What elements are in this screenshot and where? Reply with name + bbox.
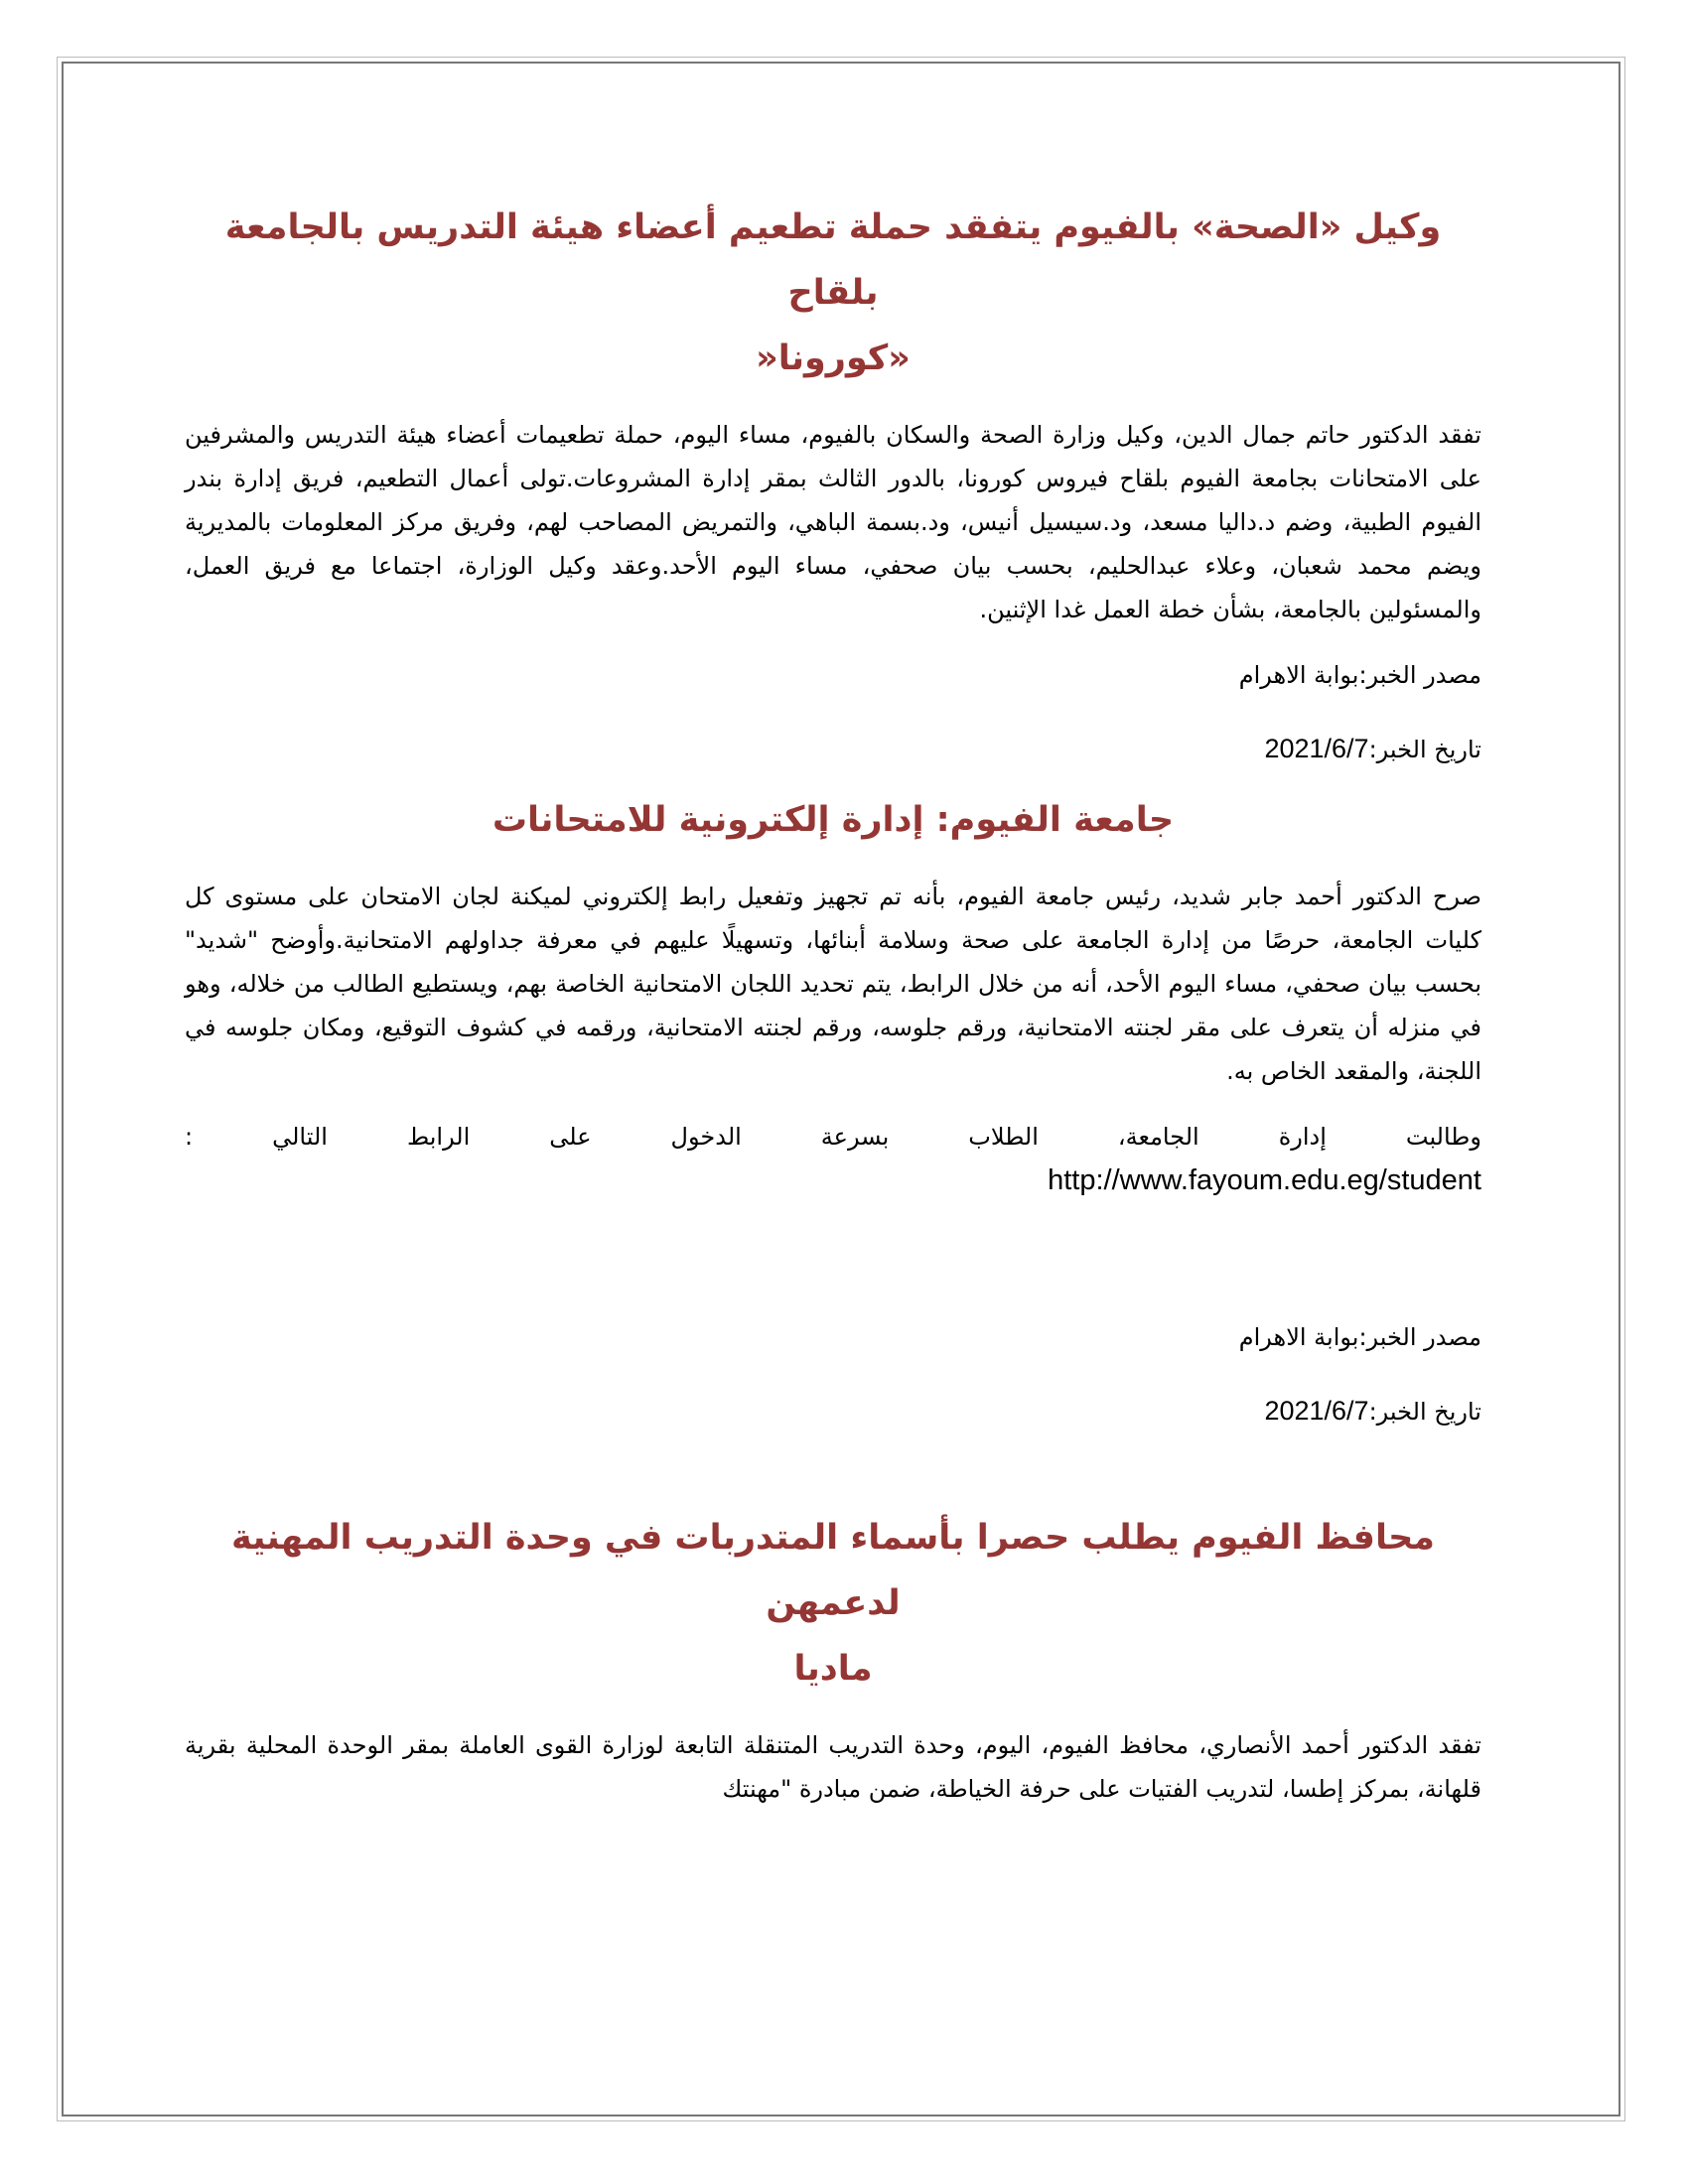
article-body: صرح الدكتور أحمد جابر شديد، رئيس جامعة الفيوم، بأنه تم تجهيز وتفعيل رابط إلكتروني لميكنة لجان الامتحان على مستوى كل كليات الجامعة، حرصًا من إدارة الجامعة على صحة وسلامة أبنائها، وتسهيلًا عليهم في معرفة جداولهم الامتحانية.وأوضح "شديد" بحسب بيان صحفي، مساء اليوم الأحد، أنه من خلال الرابط، يتم تحديد اللجان الامتحانية الخاصة بهم، ويستطيع الطالب من خلاله، وهو في منزله أن يتعرف على مقر لجنته الامتحانية، ورقم جلوسه، ورقم لجنته الامتحانية، ورقمه في كشوف التوقيع، ومكان جلوسه في اللجنة، والمقعد الخاص به. (185, 883, 1481, 1085)
link-word: الطلاب (968, 1123, 1039, 1151)
link-word: وطالبت (1405, 1123, 1481, 1151)
article-headline (185, 195, 1481, 391)
source-label: مصدر الخبر: (1358, 661, 1481, 689)
source-label: مصدر الخبر: (1358, 1323, 1481, 1351)
link-sentence (185, 1115, 1481, 1159)
headline-line-2: ماديا (793, 1649, 873, 1689)
article-body: تفقد الدكتور حاتم جمال الدين، وكيل وزارة الصحة والسكان بالفيوم، مساء اليوم، حملة تطعيمات أعضاء هيئة التدريس والمشرفين على الامتحانات بجامعة الفيوم بلقاح فيروس كورونا، بالدور الثالث بمقر إدارة المشروعات.تولى أعمال التطعيم، فريق إدارة بندر الفيوم الطبية، وضم د.داليا مسعد، ود.سيسيل أنيس، ود.بسمة الباهي، والتمريض المصاحب لهم، وفريق مركز المعلومات بالمديرية ويضم محمد شعبان، وعلاء عبدالحليم، بحسب بيان صحفي، مساء اليوم الأحد.وعقد وكيل الوزارة، اجتماعا مع فريق العمل، والمسئولين بالجامعة، بشأن خطة العمل غدا الإثنين. (185, 421, 1481, 623)
news-source (185, 1319, 1481, 1355)
date-value: 2021/6/7 (1264, 734, 1369, 763)
article-headline: جامعة الفيوم: إدارة إلكترونية للامتحانات (492, 800, 1175, 840)
student-portal-link[interactable]: http://www.fayoum.edu.eg/student (1048, 1164, 1481, 1196)
date-value: 2021/6/7 (1264, 1396, 1369, 1426)
article-body: تفقد الدكتور أحمد الأنصاري، محافظ الفيوم، اليوم، وحدة التدريب المتنقلة التابعة لوزارة القوى العاملة بمقر الوحدة المحلية بقرية قلهانة، بمركز إطسا، لتدريب الفتيات على حرفة الخياطة، ضمن مبادرة "مهنتك (185, 1731, 1481, 1803)
source-value: بوابة الاهرام (1238, 661, 1359, 689)
headline-line-2: «كورونا« (756, 339, 911, 378)
link-word: على (549, 1123, 592, 1151)
link-word: : (185, 1123, 194, 1151)
document-content (185, 195, 1481, 1811)
link-word: التالي (272, 1123, 328, 1151)
link-word: إدارة (1278, 1123, 1327, 1151)
article-headline (185, 1505, 1481, 1702)
news-date (185, 1393, 1481, 1430)
link-word: الدخول (670, 1123, 742, 1151)
headline-line-1: محافظ الفيوم يطلب حصرا بأسماء المتدربات في وحدة التدريب المهنية لدعمهن (231, 1518, 1435, 1623)
source-value: بوابة الاهرام (1238, 1323, 1359, 1351)
news-source (185, 657, 1481, 693)
link-word: بسرعة (820, 1123, 890, 1151)
date-label: تاريخ الخبر: (1368, 1398, 1481, 1426)
article-governor-training (185, 1505, 1481, 1811)
article-electronic-exams (185, 787, 1481, 1430)
link-word: الجامعة، (1117, 1123, 1199, 1151)
date-label: تاريخ الخبر: (1368, 736, 1481, 763)
news-date (185, 731, 1481, 767)
link-word: الرابط (406, 1123, 471, 1151)
link-paragraph (185, 1115, 1481, 1202)
headline-line-1: وكيل «الصحة» بالفيوم يتفقد حملة تطعيم أعضاء هيئة التدريس بالجامعة بلقاح (224, 207, 1442, 313)
article-vaccination (185, 195, 1481, 767)
